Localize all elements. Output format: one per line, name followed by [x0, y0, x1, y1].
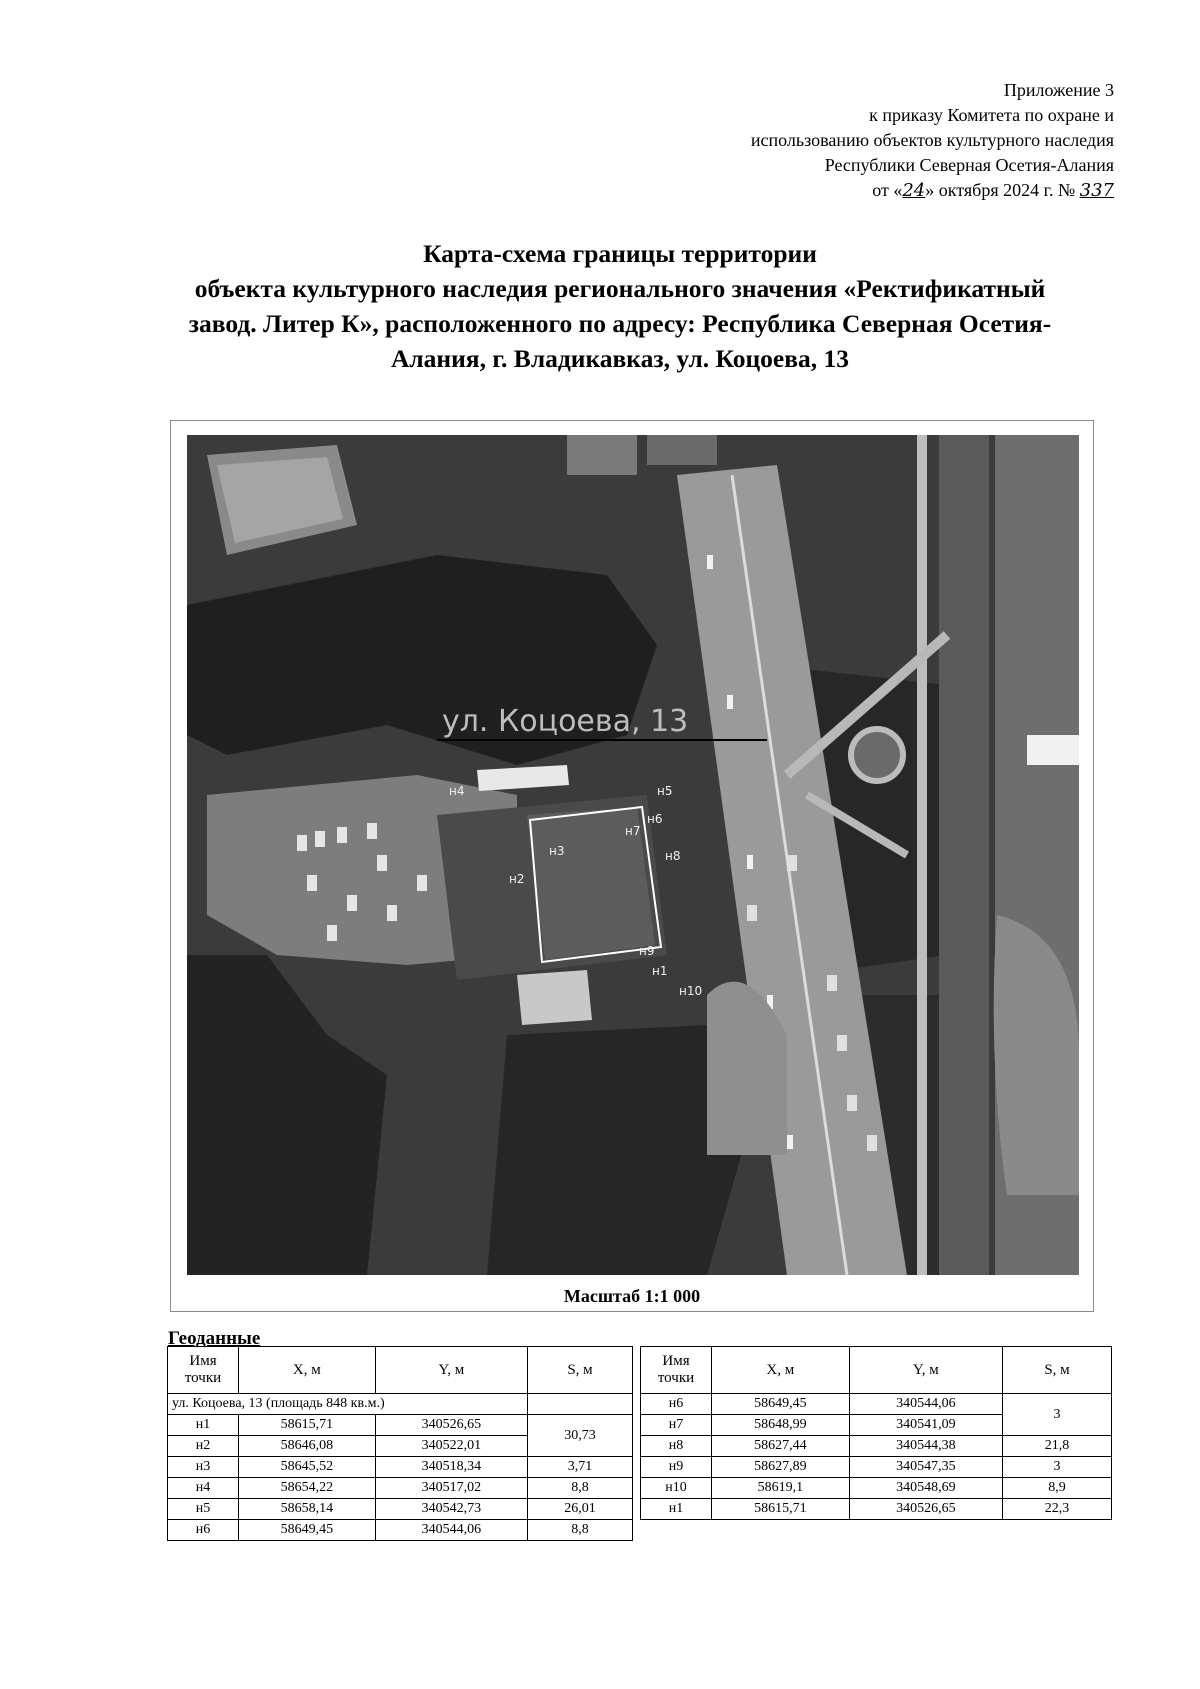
geodata-title: Геоданные: [168, 1328, 261, 1349]
point-y: 340544,06: [375, 1520, 527, 1541]
point-label-n7: н7: [625, 824, 641, 838]
point-label-n5: н5: [657, 784, 673, 798]
point-x: 58615,71: [239, 1415, 376, 1436]
geodata-table-left: [167, 1346, 633, 1541]
table-header-row: [168, 1347, 633, 1394]
point-label-n10: н10: [679, 984, 703, 998]
title-line-3: завод. Литер К», расположенного по адресу: Республика Северная Осетия-: [188, 309, 1052, 338]
point-name: н2: [168, 1436, 239, 1457]
segment-length: 22,3: [1003, 1499, 1112, 1520]
date-prefix: от «: [872, 180, 903, 200]
col-header-s: S, м: [1003, 1347, 1112, 1394]
point-name: н6: [641, 1394, 712, 1415]
point-name: н10: [641, 1478, 712, 1499]
point-label-n9: н9: [639, 944, 655, 958]
aerial-map: [187, 435, 1079, 1275]
title-line-1: Карта-схема границы территории: [423, 239, 817, 268]
point-x: 58648,99: [712, 1415, 850, 1436]
point-label-n6: н6: [647, 812, 663, 826]
segment-length: 21,8: [1003, 1436, 1112, 1457]
table-cell: [528, 1394, 633, 1415]
point-label-n4: н4: [449, 784, 465, 798]
point-name: н7: [641, 1415, 712, 1436]
table-row: [641, 1499, 1112, 1520]
point-y: 340544,06: [849, 1394, 1002, 1415]
map-street-label: ул. Коцоева, 13: [442, 704, 689, 739]
point-name: н1: [168, 1415, 239, 1436]
table-row: [168, 1457, 633, 1478]
point-name: н5: [168, 1499, 239, 1520]
col-header-x: X, м: [712, 1347, 850, 1394]
segment-length: 8,8: [528, 1520, 633, 1541]
table-header-row: [641, 1347, 1112, 1394]
segment-length: 3: [1003, 1394, 1112, 1436]
segment-length: 26,01: [528, 1499, 633, 1520]
document-title: [140, 236, 1100, 376]
col-header-y: Y, м: [375, 1347, 527, 1394]
table-row: [641, 1394, 1112, 1415]
point-x: 58649,45: [712, 1394, 850, 1415]
object-caption: ул. Коцоева, 13 (площадь 848 кв.м.): [168, 1394, 528, 1415]
point-name: н9: [641, 1457, 712, 1478]
appendix-line-1: Приложение 3: [1003, 80, 1114, 100]
point-name: н3: [168, 1457, 239, 1478]
point-label-n2: н2: [509, 872, 525, 886]
point-y: 340547,35: [849, 1457, 1002, 1478]
point-name: н8: [641, 1436, 712, 1457]
point-y: 340548,69: [849, 1478, 1002, 1499]
segment-length: 8,8: [528, 1478, 633, 1499]
order-number: 337: [1079, 180, 1114, 201]
point-label-n1: н1: [652, 964, 668, 978]
segment-length: 30,73: [528, 1415, 633, 1457]
map-frame: [170, 420, 1094, 1312]
point-y: 340526,65: [375, 1415, 527, 1436]
point-x: 58627,44: [712, 1436, 850, 1457]
point-y: 340541,09: [849, 1415, 1002, 1436]
col-header-name: Имя точки: [168, 1347, 239, 1394]
point-x: 58645,52: [239, 1457, 376, 1478]
table-row: [641, 1457, 1112, 1478]
point-y: 340544,38: [849, 1436, 1002, 1457]
point-x: 58627,89: [712, 1457, 850, 1478]
point-label-n3: н3: [549, 844, 565, 858]
aerial-map-drawing: [187, 435, 1079, 1275]
point-name: н4: [168, 1478, 239, 1499]
point-x: 58615,71: [712, 1499, 850, 1520]
date-day: 24: [902, 180, 926, 201]
col-header-y: Y, м: [849, 1347, 1002, 1394]
col-header-name: Имя точки: [641, 1347, 712, 1394]
table-row: [168, 1499, 633, 1520]
appendix-line-2: к приказу Комитета по охране и: [869, 105, 1114, 125]
point-label-n8: н8: [665, 849, 681, 863]
point-y: 340522,01: [375, 1436, 527, 1457]
segment-length: 3,71: [528, 1457, 633, 1478]
appendix-date-line: [751, 178, 1114, 203]
point-x: 58654,22: [239, 1478, 376, 1499]
table-row: [168, 1520, 633, 1541]
table-row: [168, 1415, 633, 1436]
point-name: н6: [168, 1520, 239, 1541]
appendix-block: [751, 78, 1114, 203]
title-line-2: объекта культурного наследия регионального значения «Ректификатный: [194, 274, 1046, 303]
point-name: н1: [641, 1499, 712, 1520]
map-scale: Масштаб 1:1 000: [563, 1286, 701, 1306]
segment-length: 8,9: [1003, 1478, 1112, 1499]
appendix-line-4: Республики Северная Осетия-Алания: [824, 155, 1114, 175]
date-middle: » октября 2024 г. №: [925, 180, 1076, 200]
table-row: [641, 1478, 1112, 1499]
point-y: 340517,02: [375, 1478, 527, 1499]
point-y: 340542,73: [375, 1499, 527, 1520]
table-caption-row: [168, 1394, 633, 1415]
point-y: 340526,65: [849, 1499, 1002, 1520]
point-x: 58649,45: [239, 1520, 376, 1541]
point-x: 58619,1: [712, 1478, 850, 1499]
col-header-s: S, м: [528, 1347, 633, 1394]
appendix-line-3: использованию объектов культурного наследия: [750, 130, 1114, 150]
col-header-x: X, м: [239, 1347, 376, 1394]
segment-length: 3: [1003, 1457, 1112, 1478]
table-row: [641, 1436, 1112, 1457]
point-x: 58646,08: [239, 1436, 376, 1457]
point-x: 58658,14: [239, 1499, 376, 1520]
point-y: 340518,34: [375, 1457, 527, 1478]
table-row: [168, 1478, 633, 1499]
title-line-4: Алания, г. Владикавказ, ул. Коцоева, 13: [390, 344, 850, 373]
geodata-table-right: [640, 1346, 1112, 1520]
